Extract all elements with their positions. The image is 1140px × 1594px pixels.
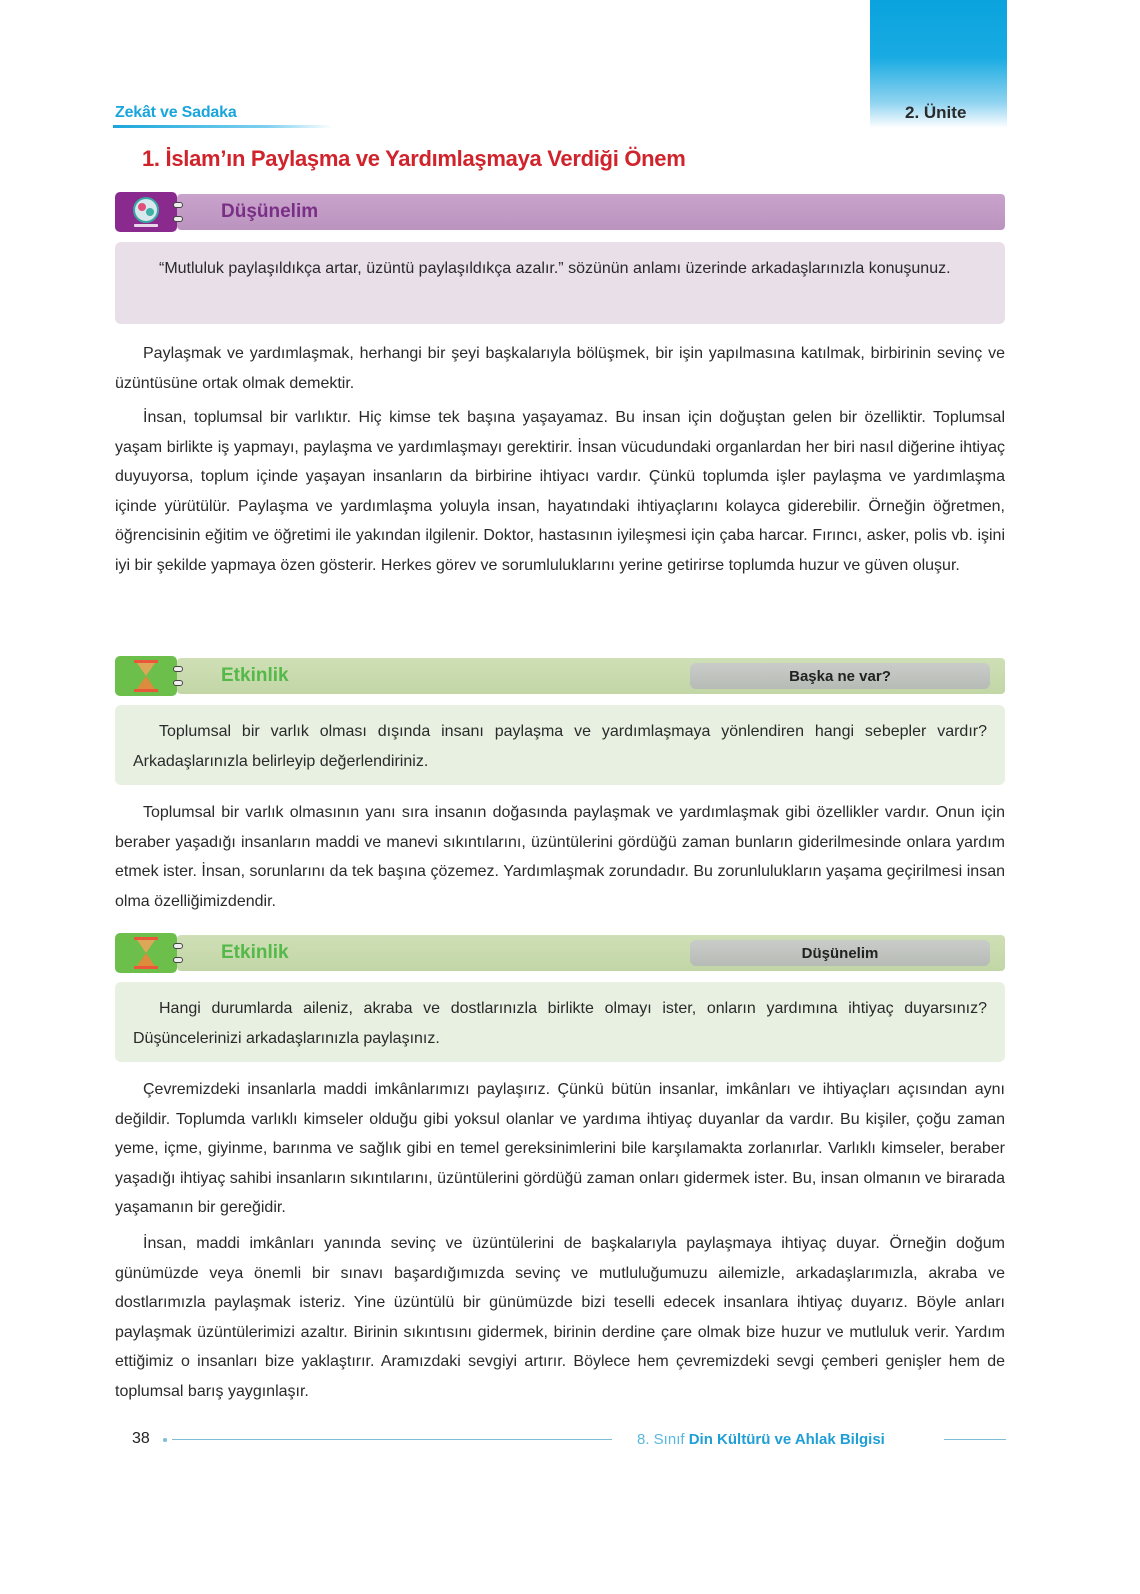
paragraph-4: Çevremizdeki insanlarla maddi imkânlarımızı paylaşırız. Çünkü bütün insanlar, imkânları ve ihtiyaçları açısından aynı değildir. Toplumda varlıklı kimseler olduğu gibi yoksul olanlar ve yardıma ihtiyaç duyanlar da vardır. Bu kişiler, çoğu zaman yeme, içme, giyinme, barınma ve sağlık gibi en temel gereksinimlerini bile karşılamakta zorlanırlar. Varlıklı kimseler, beraber yaşadığı ihtiyaç sahibi insanların sıkıntılarını, üzüntülerini gördüğü zaman onları gidermek ister. Bu, insan olmanın ve birarada yaşamanın bir gereğidir. [115,1081,1005,1217]
unit-label: 2. Ünite [905,103,967,122]
box-text: Hangi durumlarda aileniz, akraba ve dostlarınızla birlikte olmayı ister, onların yardımına ihtiyaç duyarsınız? Düşüncelerinizi arkadaşlarınızla paylaşınız. [133,1000,987,1047]
chapter-label: Zekât ve Sadaka [115,104,237,121]
dusunelim-body [115,242,1005,324]
binder-rings [173,664,183,688]
activity-tag: Düşünelim [690,940,990,966]
binder-rings [173,200,183,224]
book-grade: 8. Sınıf [637,1431,685,1448]
etkinlik-header-2 [115,933,1005,973]
box-text: “Mutluluk paylaşıldıkça artar, üzüntü paylaşıldıkça azalır.” sözünün anlamı üzerinde arkadaşlarınızla konuşunuz. [159,260,951,277]
box-title: Düşünelim [221,201,319,222]
page-number: 38 [132,1430,150,1447]
paragraph-1: Paylaşmak ve yardımlaşmak, herhangi bir şeyi başkalarıyla bölüşmek, bir işin yapılmasına katılmak, birbirinin sevinç ve üzüntüsüne ortak olmak demektir. [115,345,1005,392]
box-title: Etkinlik [221,665,289,686]
book-title [637,1431,885,1448]
paragraph-3: Toplumsal bir varlık olmasının yanı sıra insanın doğasında paylaşmak ve yardımlaşmak gibi özellikler vardır. Onun için beraber yaşadığı insanların maddi ve manevi sıkıntılarını, üzüntülerini gördüğü zaman bunların giderilmesinde onlara yardım etmek ister. İnsan, sorunlarını da tek başına çözemez. Yardımlaşmak zorundadır. Bu zorunlulukların yaşama geçirilmesi insan olma özelliğimizdendir. [115,804,1005,910]
footer-rule-right [944,1439,1006,1440]
etkinlik-body-1 [115,705,1005,785]
thinking-circle-icon [115,192,177,232]
book-name: Din Kültürü ve Ahlak Bilgisi [688,1431,885,1448]
dusunelim-header [115,192,1005,232]
section-title: 1. İslam’ın Paylaşma ve Yardımlaşmaya Verdiği Önem [142,146,686,171]
etkinlik-body-2 [115,982,1005,1062]
chapter-underline [113,125,333,128]
box-text: Toplumsal bir varlık olması dışında insanı paylaşma ve yardımlaşmaya yönlendiren hangi sebepler vardır? Arkadaşlarınızla belirleyip değerlendiriniz. [133,723,987,770]
box-title: Etkinlik [221,942,289,963]
activity-tag: Başka ne var? [690,663,990,689]
paragraph-5: İnsan, maddi imkânları yanında sevinç ve üzüntülerini de başkalarıyla paylaşmaya ihtiyaç duyar. Örneğin doğum günümüzde veya önemli bir sınavı başardığımızda sevinç ve mutluluğumuzu ailemizle, arkadaşlarımızla, akraba ve dostlarımızla paylaşmak isteriz. Yine üzüntülü bir günümüzde bizi teselli edecek insanlara ihtiyaç duyarız. Böyle anları paylaşmak üzüntülerimizi azaltır. Birinin sıkıntısını gidermek, birinin derdine çare olmak bize huzur ve mutluluk verir. Yardım ettiğimiz o insanları bize yaklaştırır. Aramızdaki sevgiyi artırır. Böylece hem çevremizdeki sevgi çemberi genişler hem de toplumsal barış yaygınlaşır. [115,1235,1005,1400]
etkinlik-header-1 [115,656,1005,696]
paragraph-2: İnsan, toplumsal bir varlıktır. Hiç kimse tek başına yaşayamaz. Bu insan için doğuştan gelen bir özelliktir. Toplumsal yaşam birlikte iş yapmayı, paylaşma ve yardımlaşmayı gerektirir. İnsan vücudundaki organlardan her biri nasıl diğerine ihtiyaç duyuyorsa, toplum içinde yaşayan insanların da birbirine ihtiyacı vardır. Çünkü toplumda işler paylaşma ve yardımlaşma içinde yürütülür. Paylaşma ve yardımlaşma yoluyla insan, hayatındaki ihtiyaçlarını kolayca giderebilir. Örneğin öğretmen, öğrencisinin eğitim ve öğretimi ile yakından ilgilenir. Doktor, hastasının iyileşmesi için çaba harcar. Fırıncı, asker, polis vb. işini iyi bir şekilde yapmaya özen gösterir. Herkes görev ve sorumluluklarını yerine getirirse toplumda huzur ve güven oluşur. [115,409,1005,574]
binder-rings [173,941,183,965]
hourglass-icon [115,656,177,696]
footer-rule-left [172,1439,612,1440]
hourglass-icon [115,933,177,973]
footer-dot [163,1438,167,1442]
